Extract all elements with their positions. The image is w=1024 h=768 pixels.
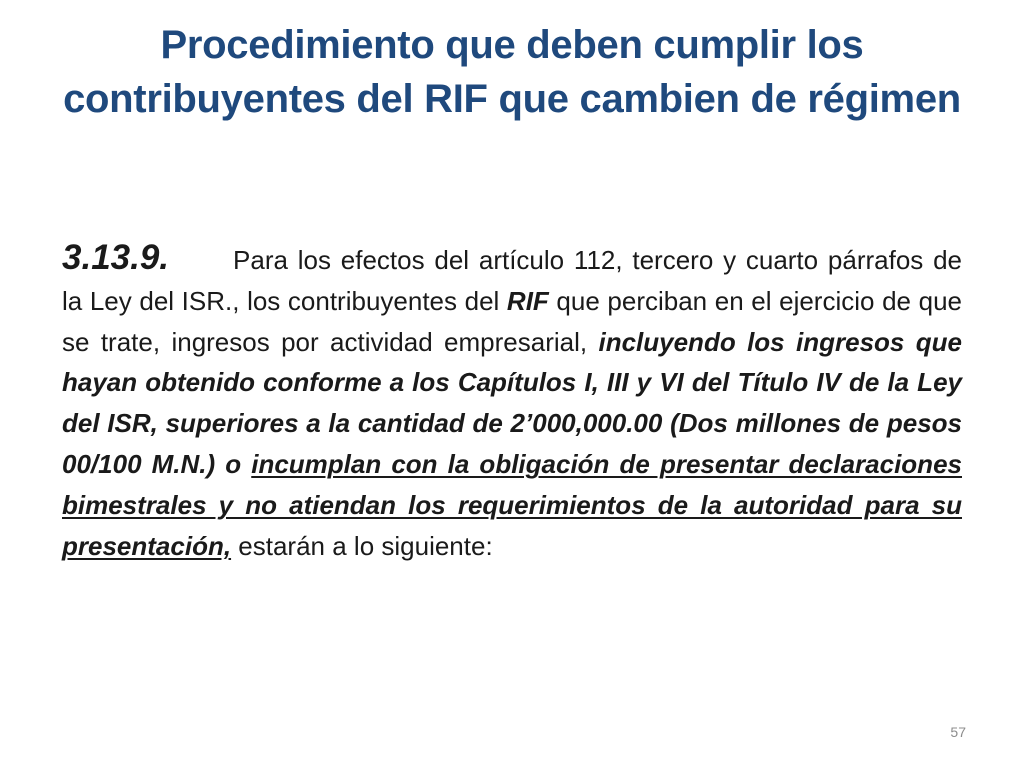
slide-title: Procedimiento que deben cumplir los contribuyentes del RIF que cambien de régimen: [63, 23, 961, 121]
rule-paragraph: [62, 238, 962, 566]
page-number: 57: [950, 724, 966, 740]
body-text-intro: Para los efectos del artículo 112, tercero y cuarto párrafos de la Ley del ISR., los contribuyentes del: [62, 245, 962, 316]
body-text-activity: que perciban en el ejercicio de que se trate, ingresos por actividad empresarial,: [62, 285, 962, 357]
body-text-noncompliance-condition: incumplan con la obligación de presentar declaraciones bimestrales y no atiendan los requerimientos de la autoridad para su presentación,: [62, 448, 962, 561]
body-text-income-condition: incluyendo los ingresos que hayan obtenido conforme a los Capítulos I, III y VI del Título IV de la Ley del ISR, superiores a la cantidad de 2’000,000.00 (Dos millones de pesos 00/100 M.N.) o: [62, 326, 962, 479]
rule-number: 3.13.9.: [62, 238, 170, 277]
body-text-rif: RIF: [506, 285, 549, 316]
body-text-closing: estarán a lo siguiente:: [231, 530, 493, 561]
